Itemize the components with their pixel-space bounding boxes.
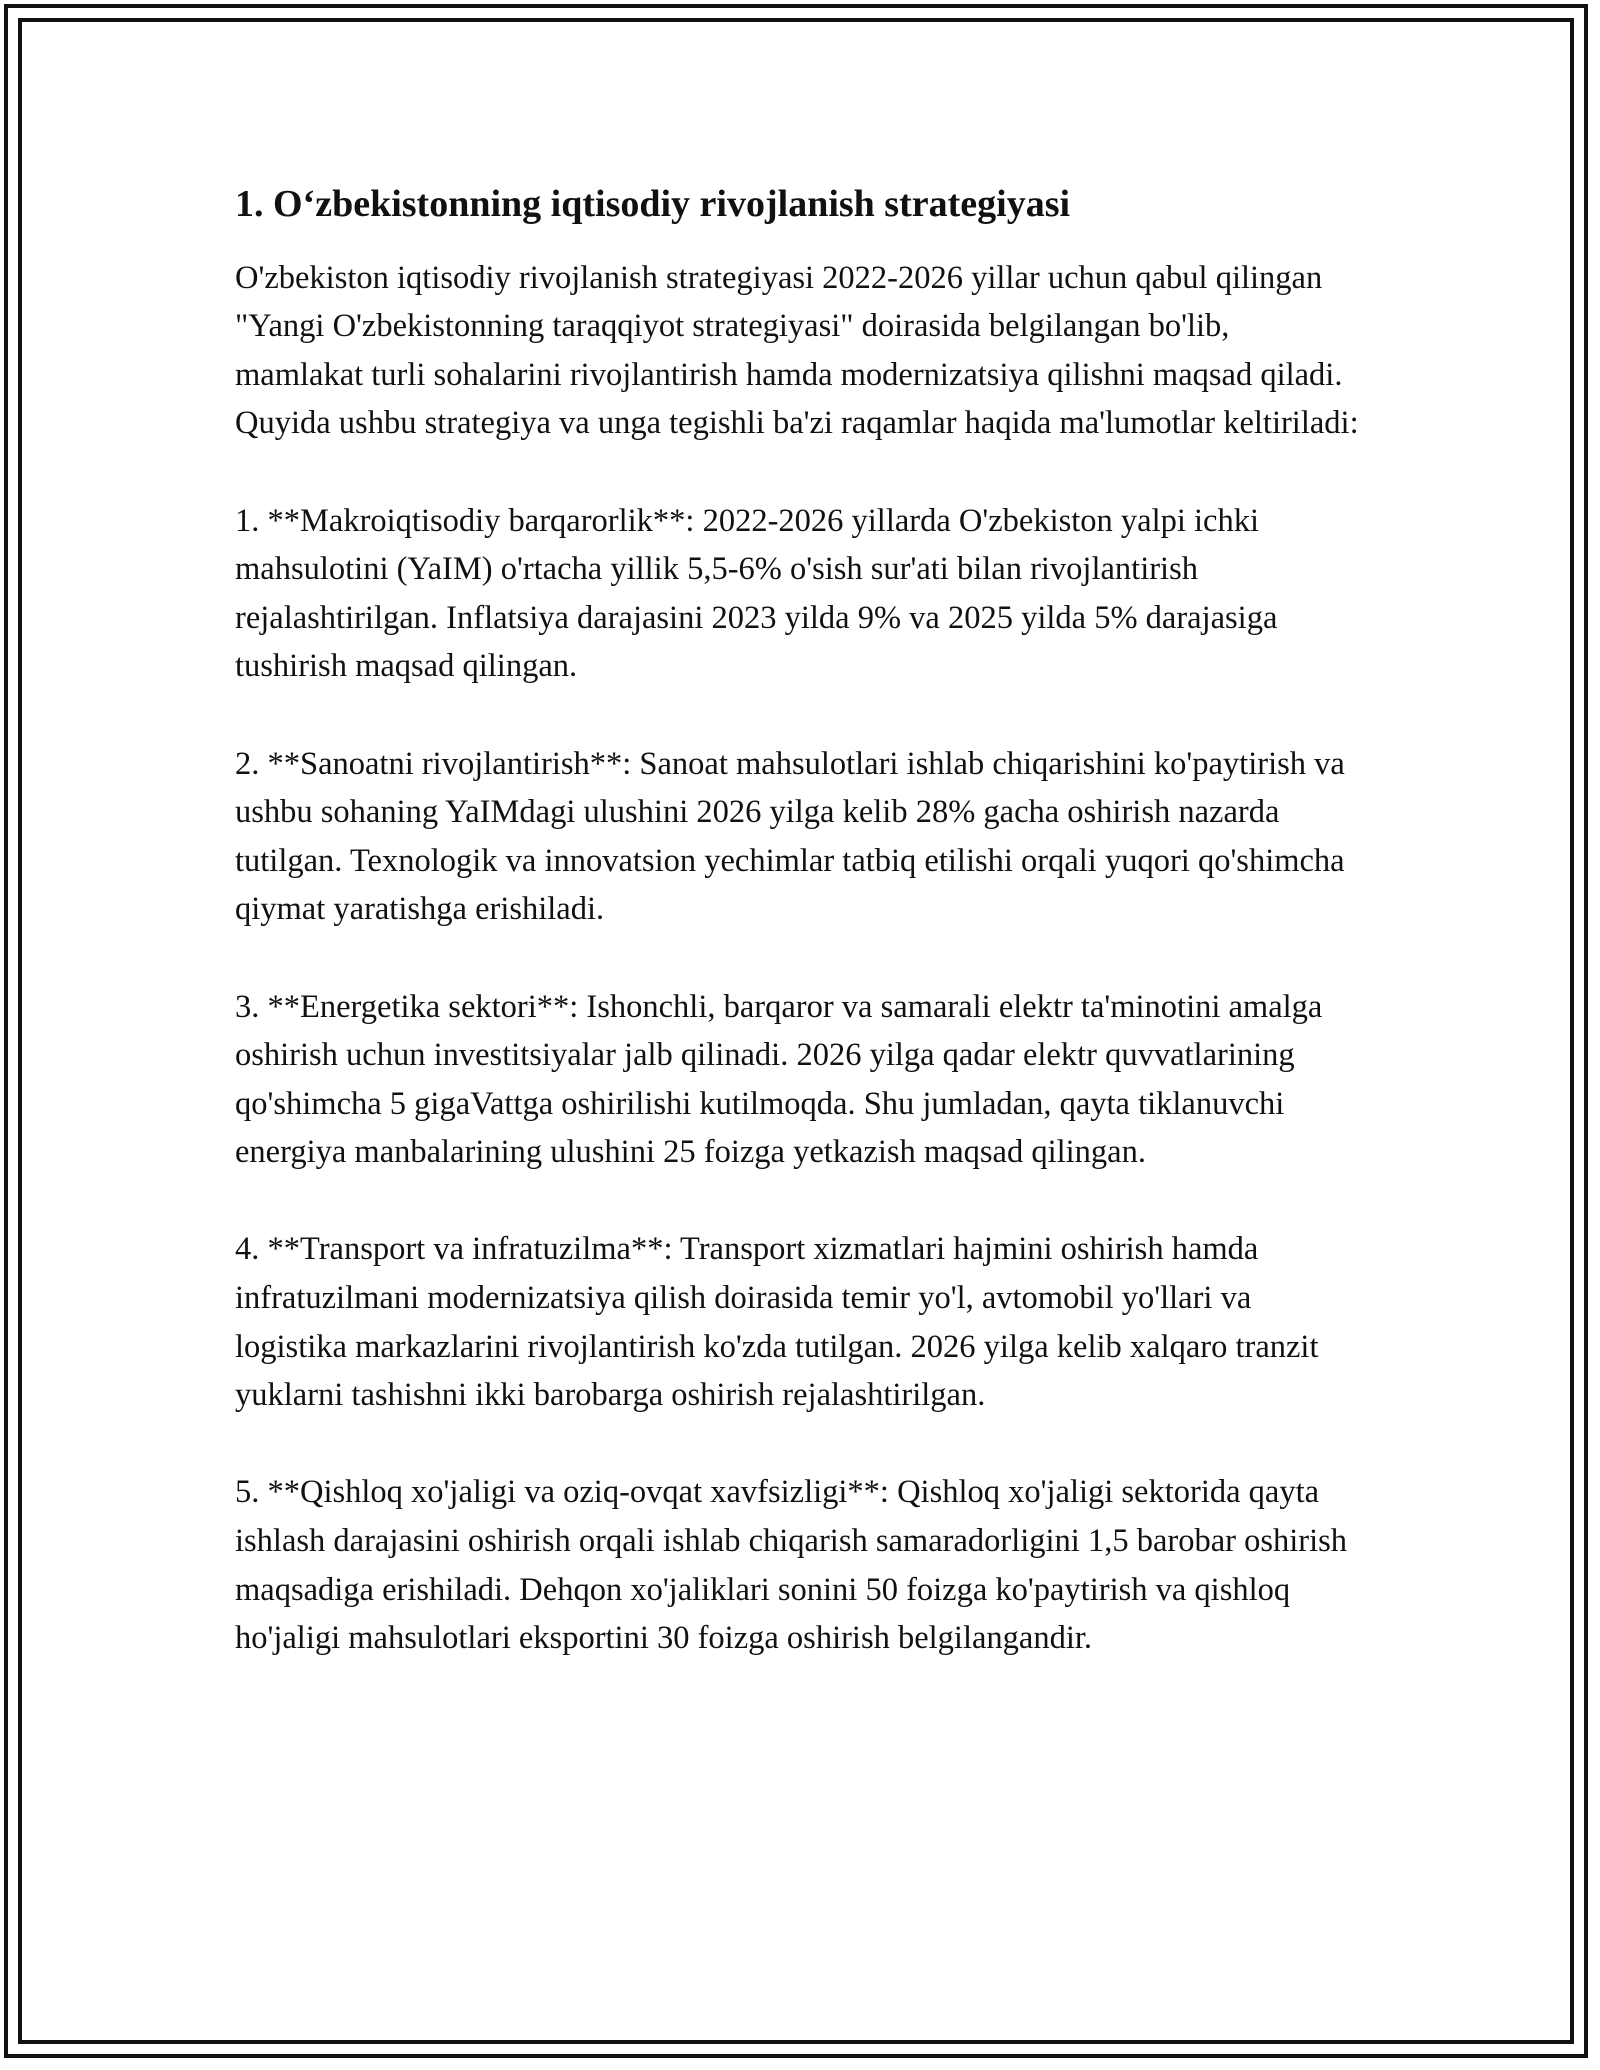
list-item-macroeconomic-stability: 1. **Makroiqtisodiy barqarorlik**: 2022-2026 yillarda O'zbekiston yalpi ichki mahsulotini (YaIM) o'rtacha yillik 5,5-6% o'sish sur'ati bilan rivojlantirish rejalashtirilgan. Inflatsiya darajasini 2023 yilda 9% va 2025 yilda 5% darajasiga tushirish maqsad qilingan. (235, 502, 1278, 685)
document-body (235, 182, 1365, 1711)
list-item-energy-sector: 3. **Energetika sektori**: Ishonchli, barqaror va samarali elektr ta'minotini amalga oshirish uchun investitsiyalar jalb qilinadi. 2026 yilga qadar elektr quvvatlarining qo'shimcha 5 gigaVattga oshirilishi kutilmoqda. Shu jumladan, qayta tiklanuvchi energiya manbalarining ulushini 25 foizga yetkazish maqsad qilingan. (235, 988, 1323, 1171)
list-item-agriculture-food-security: 5. **Qishloq xo'jaligi va oziq-ovqat xavfsizligi**: Qishloq xo'jaligi sektorida qayta ishlash darajasini oshirish orqali ishlab chiqarish samaradorligini 1,5 barobar oshirish maqsadiga erishiladi. Dehqon xo'jaliklari sonini 50 foizga ko'paytirish va qishloq ho'jaligi mahsulotlari eksportini 30 foizga oshirish belgilangandir. (235, 1474, 1347, 1657)
intro-paragraph: O'zbekiston iqtisodiy rivojlanish strategiyasi 2022-2026 yillar uchun qabul qilingan "Yangi O'zbekistonning taraqqiyot strategiyasi" doirasida belgilangan bo'lib, mamlakat turli sohalarini rivojlantirish hamda modernizatsiya qilishni maqsad qiladi. Quyida ushbu strategiya va unga tegishli ba'zi raqamlar haqida ma'lumotlar keltiriladi: (235, 259, 1359, 442)
document-title: 1. O‘zbekistonning iqtisodiy rivojlanish strategiyasi (235, 183, 1071, 225)
list-item-industry-development: 2. **Sanoatni rivojlantirish**: Sanoat mahsulotlari ishlab chiqarishini ko'paytirish va ushbu sohaning YaIMdagi ulushini 2026 yilga kelib 28% gacha oshirish nazarda tutilgan. Texnologik va innovatsion yechimlar tatbiq etilishi orqali yuqori qo'shimcha qiymat yaratishga erishiladi. (235, 745, 1345, 928)
list-item-transport-infrastructure: 4. **Transport va infratuzilma**: Transport xizmatlari hajmini oshirish hamda infratuzilmani modernizatsiya qilish doirasida temir yo'l, avtomobil yo'llari va logistika markazlarini rivojlantirish ko'zda tutilgan. 2026 yilga kelib xalqaro tranzit yuklarni tashishni ikki barobarga oshirish rejalashtirilgan. (235, 1231, 1319, 1414)
